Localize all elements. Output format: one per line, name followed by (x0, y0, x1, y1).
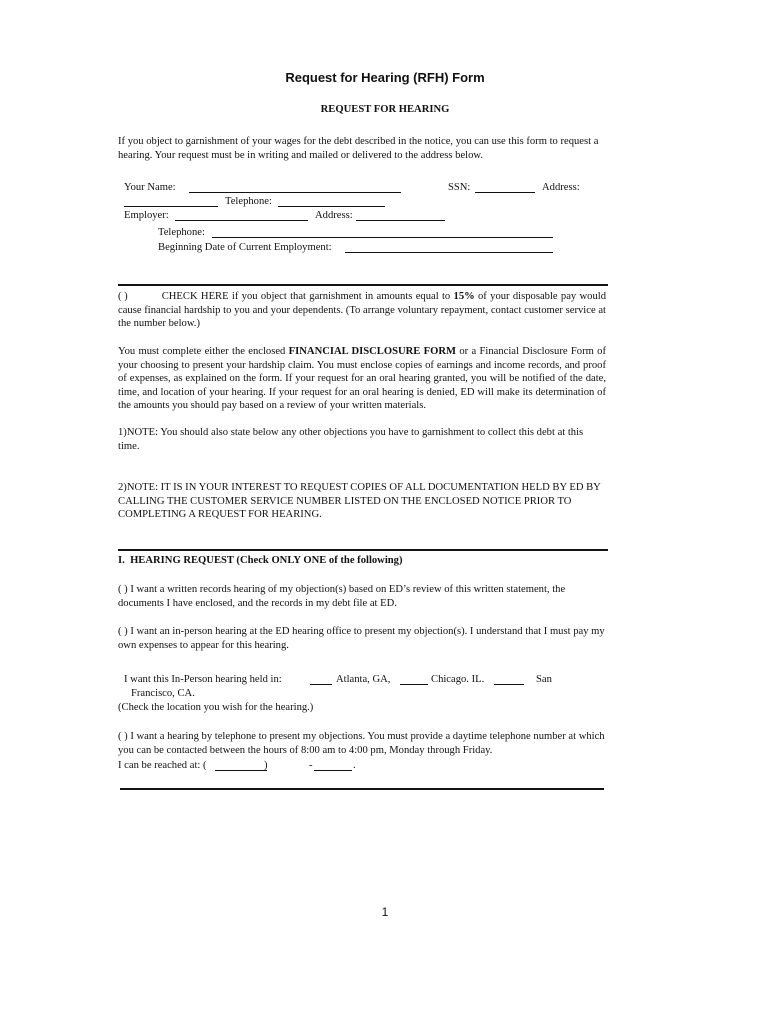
telephone-hearing-option[interactable]: ( ) I want a hearing by telephone to present my objections. You must provide a daytime telephone number at which you can be contacted between the hours of 8:00 am to 4:00 pm, Monday through Friday. (118, 731, 605, 756)
san-francisco-checkbox[interactable] (494, 684, 524, 685)
san-label: San (536, 674, 552, 685)
atlanta-checkbox[interactable] (310, 684, 332, 685)
chicago-label: Chicago. IL. (431, 674, 485, 685)
in-person-hearing-option[interactable]: ( ) I want an in-person hearing at the ED hearing office to present my objection(s). I understand that I must pay my own expenses to appear for this hearing. (118, 626, 605, 651)
hardship-checkbox[interactable]: ( ) (118, 291, 128, 302)
page-subtitle: REQUEST FOR HEARING (320, 104, 450, 115)
phone-period: . (353, 760, 356, 771)
reached-at-label: I can be reached at: ( (118, 760, 207, 771)
hardship-percent: 15% (453, 291, 475, 302)
section-divider (118, 549, 608, 551)
hearing-request-heading: I. HEARING REQUEST (Check ONLY ONE of the following) (118, 555, 403, 566)
disclosure-paragraph: You must complete either the enclosed FINANCIAL DISCLOSURE FORM or a Financial Disclosure Form of your choosing to present your hardship claim. You must enclose copies of earnings and income records, and proof of expenses, as explained on the form. If your request for an oral hearing granted, you will be notified of the date, time, and location of your hearing. If your request for an oral hearing is denied, ED will make its determination of the amounts you should pay based on a review of your written materials. (118, 346, 606, 412)
employer-address-field[interactable] (356, 220, 445, 221)
employer-label: Employer: (124, 210, 169, 221)
address-label: Address: (542, 182, 580, 193)
written-hearing-option[interactable]: ( ) I want a written records hearing of my objection(s) based on ED’s review of this written statement, the documents I have enclosed, and the records in my debt file at ED. (118, 584, 566, 609)
page-title: Request for Hearing (RFH) Form (285, 70, 485, 85)
beginning-date-field[interactable] (345, 252, 553, 253)
check-location-note: (Check the location you wish for the hearing.) (118, 702, 314, 713)
page-number: 1 (381, 905, 389, 919)
employer-address-label: Address: (315, 210, 353, 221)
your-name-label: Your Name: (124, 182, 176, 193)
your-name-field[interactable] (189, 192, 401, 193)
financial-disclosure-form-text: FINANCIAL DISCLOSURE FORM (288, 346, 457, 357)
employer-telephone-field[interactable] (212, 237, 553, 238)
telephone-field[interactable] (278, 206, 385, 207)
phone-dash: - (309, 760, 313, 771)
area-code-field[interactable] (215, 770, 267, 771)
ssn-field[interactable] (475, 192, 535, 193)
paren-close: ) (264, 760, 268, 771)
ssn-label: SSN: (448, 182, 471, 193)
atlanta-label: Atlanta, GA, (336, 674, 391, 685)
address-field[interactable] (124, 206, 218, 207)
objections-line[interactable] (120, 788, 604, 790)
phone-number-field[interactable] (314, 770, 352, 771)
employer-field[interactable] (175, 220, 308, 221)
employer-telephone-label: Telephone: (158, 227, 205, 238)
telephone-label: Telephone: (225, 196, 272, 207)
chicago-checkbox[interactable] (400, 684, 428, 685)
hardship-paragraph: ( ) CHECK HERE if you object that garnishment in amounts equal to 15% of your disposable pay would cause financial hardship to you and your dependents. (To arrange voluntary repayment, contact customer service at the number below.) (118, 291, 606, 330)
location-intro: I want this In-Person hearing held in: (124, 674, 282, 685)
section-divider (118, 284, 608, 286)
note-1: 1)NOTE: You should also state below any other objections you have to garnishment to collect this debt at this time. (118, 427, 584, 452)
intro-paragraph: If you object to garnishment of your wages for the debt described in the notice, you can use this form to request a hearing. Your request must be in writing and mailed or delivered to the address below. (118, 136, 599, 161)
beginning-date-label: Beginning Date of Current Employment: (158, 242, 332, 253)
francisco-label: Francisco, CA. (131, 688, 195, 699)
note-2: 2)NOTE: IT IS IN YOUR INTEREST TO REQUEST COPIES OF ALL DOCUMENTATION HELD BY ED BY CALLING THE CUSTOMER SERVICE NUMBER LISTED ON THE ENCLOSED NOTICE PRIOR TO COMPLETING A REQUEST FOR HEARING. (118, 482, 601, 521)
